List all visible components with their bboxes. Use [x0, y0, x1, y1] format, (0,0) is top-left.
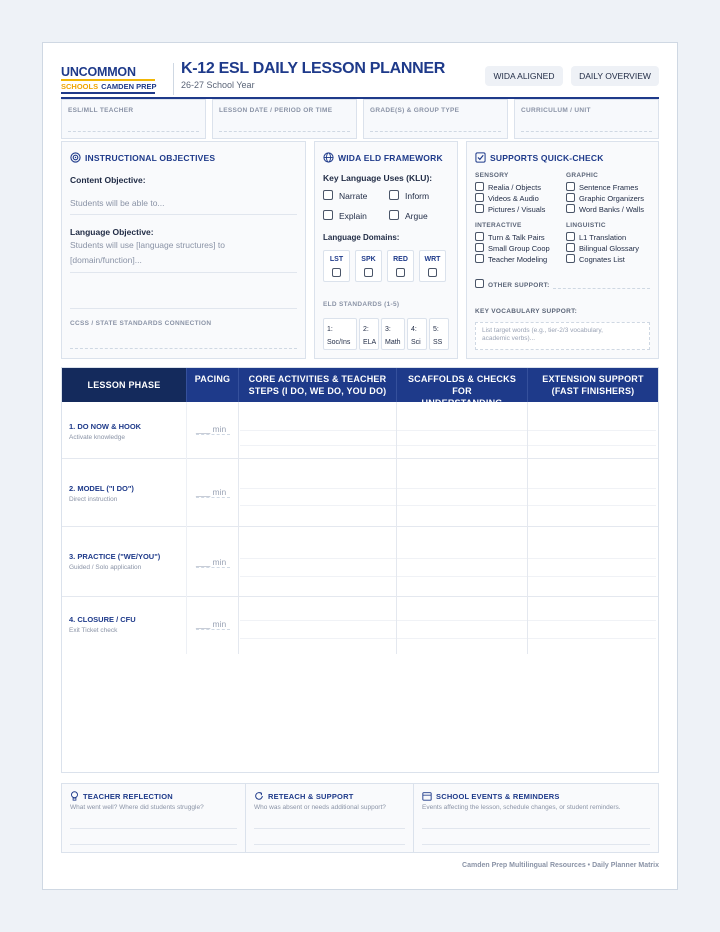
calendar-icon — [422, 791, 432, 801]
content-objective-input[interactable]: Students will be able to... — [70, 198, 165, 208]
header-extension: EXTENSION SUPPORT (FAST FINISHERS) — [527, 368, 658, 402]
other-support-input[interactable] — [553, 288, 650, 289]
daily-overview-badge: DAILY OVERVIEW — [571, 66, 659, 86]
extension-area[interactable] — [528, 403, 657, 653]
header-scaffolds: SCAFFOLDS & CHECKS FOR UNDERSTANDING — [396, 368, 527, 402]
phase-do-now: 1. DO NOW & HOOK — [69, 422, 142, 431]
lightbulb-icon — [70, 791, 79, 801]
support-pictures[interactable]: Pictures / Visuals — [475, 204, 545, 215]
school-events-panel[interactable]: SCHOOL EVENTS & REMINDERS Events affecting the lesson, schedule changes, or student reminders. — [414, 783, 659, 853]
checkbox-icon — [323, 190, 333, 200]
eld-standards-label: ELD STANDARDS (1-5) — [323, 301, 400, 308]
reflection-heading: TEACHER REFLECTION — [70, 791, 173, 801]
header-core-activities: CORE ACTIVITIES & TEACHER STEPS (I DO, WE DO, YOU DO) — [238, 368, 396, 402]
pacing-input[interactable]: ___ min — [196, 487, 230, 498]
checkbox-icon — [332, 268, 341, 277]
core-activities-area[interactable] — [239, 403, 395, 653]
header-lesson-phase: LESSON PHASE — [62, 368, 186, 402]
support-teacher-modeling[interactable]: Teacher Modeling — [475, 254, 547, 265]
lesson-row: 2. MODEL ("I DO") Direct instruction ___ min — [62, 459, 658, 527]
domain-speaking[interactable]: SPK — [355, 250, 382, 282]
grade-group-field[interactable]: GRADE(S) & GROUP TYPE — [363, 99, 508, 139]
school-logo — [61, 65, 157, 94]
support-graphic-organizers[interactable]: Graphic Organizers — [566, 193, 644, 204]
lesson-row: 4. CLOSURE / CFU Exit Ticket check ___ min — [62, 597, 658, 654]
pacing-input[interactable]: ___ min — [196, 619, 230, 630]
globe-icon — [323, 152, 334, 163]
klu-inform[interactable]: Inform — [389, 190, 429, 201]
checkbox-icon — [428, 268, 437, 277]
supports-panel — [466, 141, 659, 359]
page-subtitle: 26-27 School Year — [181, 80, 255, 90]
eld-standard-2[interactable]: 2: ELA — [359, 318, 379, 350]
page-credit: Camden Prep Multilingual Resources • Daily Planner Matrix — [462, 862, 659, 869]
lesson-date-field[interactable]: LESSON DATE / PERIOD OR TIME — [212, 99, 357, 139]
checkbox-icon — [396, 268, 405, 277]
support-cognates-list[interactable]: Cognates List — [566, 254, 625, 265]
reteach-support-panel[interactable]: RETEACH & SUPPORT Who was absent or needs additional support? — [246, 783, 414, 853]
checkbox-icon — [323, 210, 333, 220]
linguistic-label: LINGUISTIC — [566, 222, 606, 229]
content-objective-label: Content Objective: — [70, 175, 146, 185]
page-header — [61, 57, 659, 99]
domain-listening[interactable]: LST — [323, 250, 350, 282]
domain-writing[interactable]: WRT — [419, 250, 446, 282]
lesson-row: 3. PRACTICE ("WE/YOU") Guided / Solo application ___ min — [62, 527, 658, 597]
checklist-icon — [475, 152, 486, 163]
wida-heading: WIDA ELD FRAMEWORK — [323, 152, 443, 163]
interactive-label: INTERACTIVE — [475, 222, 522, 229]
graphic-label: GRAPHIC — [566, 172, 599, 179]
language-objective-label: Language Objective: — [70, 227, 154, 237]
klu-explain[interactable]: Explain — [323, 210, 367, 221]
checkbox-icon — [389, 210, 399, 220]
eld-standard-1[interactable]: 1: Soc/Ins — [323, 318, 357, 350]
supports-heading: SUPPORTS QUICK-CHECK — [475, 152, 604, 163]
sensory-label: SENSORY — [475, 172, 509, 179]
phase-practice: 3. PRACTICE ("WE/YOU") — [69, 552, 161, 561]
target-icon — [70, 152, 81, 163]
events-heading: SCHOOL EVENTS & REMINDERS — [422, 791, 560, 801]
reteach-heading: RETEACH & SUPPORT — [254, 791, 354, 801]
page-title: K-12 ESL DAILY LESSON PLANNER — [181, 60, 445, 77]
checkbox-icon — [389, 190, 399, 200]
support-sentence-frames[interactable]: Sentence Frames — [566, 182, 638, 193]
support-realia[interactable]: Realia / Objects — [475, 182, 541, 193]
support-word-banks[interactable]: Word Banks / Walls — [566, 204, 644, 215]
logo-subline: SCHOOLS CAMDEN PREP — [61, 82, 157, 91]
logo-uncommon: UNCOMMON — [61, 65, 136, 79]
support-videos-audio[interactable]: Videos & Audio — [475, 193, 539, 204]
support-small-group[interactable]: Small Group Coop — [475, 243, 550, 254]
klu-argue[interactable]: Argue — [389, 210, 428, 221]
domains-label: Language Domains: — [323, 233, 400, 242]
klu-narrate[interactable]: Narrate — [323, 190, 367, 201]
phase-closure: 4. CLOSURE / CFU — [69, 615, 136, 624]
standards-connection-input[interactable] — [70, 348, 297, 349]
eld-standard-4[interactable]: 4: Sci — [407, 318, 427, 350]
language-objective-input[interactable]: Students will use [language structures] to [domain/function]... — [70, 240, 225, 265]
support-l1-translation[interactable]: L1 Translation — [566, 232, 626, 243]
planner-page — [42, 42, 678, 890]
lesson-table — [61, 367, 659, 773]
support-bilingual-glossary[interactable]: Bilingual Glossary — [566, 243, 639, 254]
checkbox-icon — [364, 268, 373, 277]
support-turn-talk[interactable]: Turn & Talk Pairs — [475, 232, 545, 243]
eld-standard-5[interactable]: 5: SS — [429, 318, 449, 350]
pacing-input[interactable]: ___ min — [196, 424, 230, 435]
vocab-support-label: KEY VOCABULARY SUPPORT: — [475, 308, 578, 315]
vocab-support-input[interactable]: List target words (e.g., tier-2/3 vocabulary, academic verbs)... — [475, 322, 650, 350]
pacing-input[interactable]: ___ min — [196, 557, 230, 568]
wida-aligned-badge: WIDA ALIGNED — [485, 66, 563, 86]
objectives-panel — [61, 141, 306, 359]
teacher-field[interactable]: ESL/MLL TEACHER — [61, 99, 206, 139]
curriculum-field[interactable]: CURRICULUM / UNIT — [514, 99, 659, 139]
objectives-heading: INSTRUCTIONAL OBJECTIVES — [70, 152, 215, 163]
scaffolds-area[interactable] — [397, 403, 526, 653]
teacher-reflection-panel[interactable]: TEACHER REFLECTION What went well? Where did students struggle? — [61, 783, 246, 853]
support-other[interactable]: OTHER SUPPORT: — [475, 279, 550, 290]
refresh-icon — [254, 791, 264, 801]
header-pacing: PACING — [186, 368, 238, 402]
klu-label: Key Language Uses (KLU): — [323, 173, 433, 183]
phase-model: 2. MODEL ("I DO") — [69, 484, 134, 493]
standards-connection-label: CCSS / STATE STANDARDS CONNECTION — [70, 320, 212, 327]
eld-standard-3[interactable]: 3: Math — [381, 318, 405, 350]
lesson-row: 1. DO NOW & HOOK Activate knowledge ___ min — [62, 402, 658, 459]
domain-reading[interactable]: RED — [387, 250, 414, 282]
wida-panel — [314, 141, 458, 359]
